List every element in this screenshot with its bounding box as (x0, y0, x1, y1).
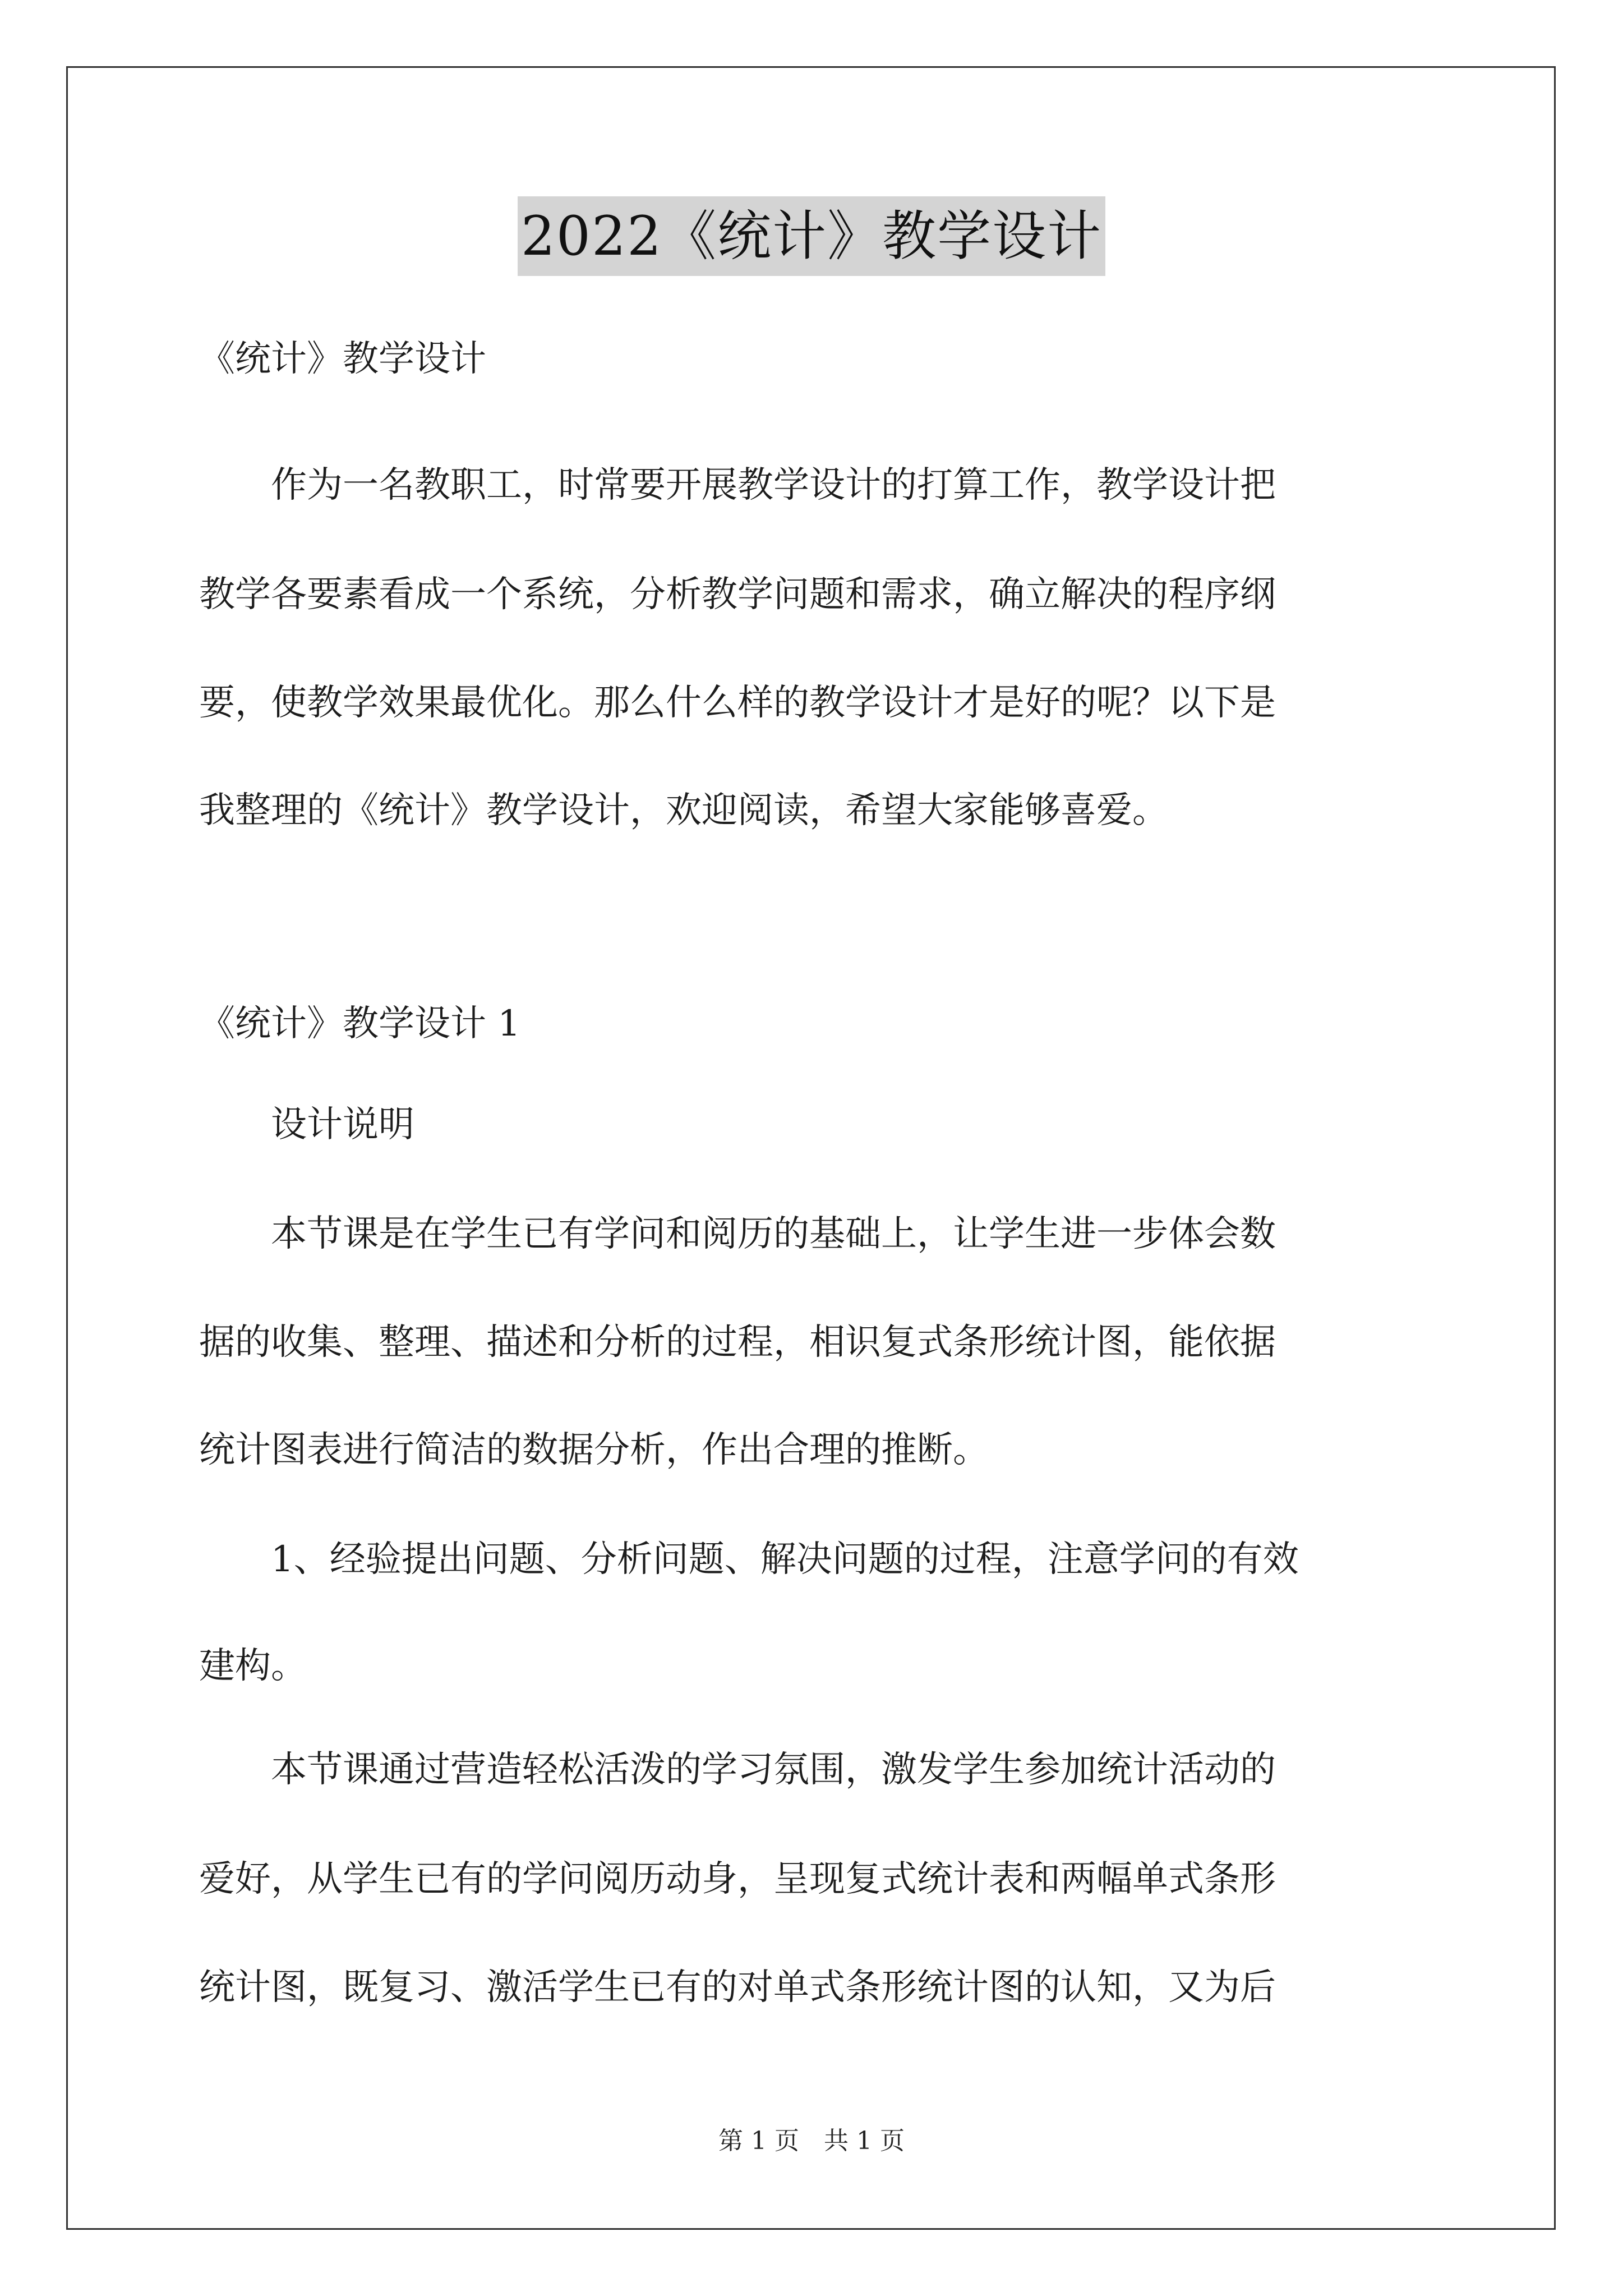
document-title: 2022《统计》教学设计 (518, 196, 1105, 276)
section-heading: 《统计》教学设计 1 (199, 1003, 521, 1045)
section-heading: 《统计》教学设计 (199, 338, 486, 380)
title-block (0, 196, 1623, 276)
paragraph-line: 1、经验提出问题、分析问题、解决问题的过程，注意学问的有效 (199, 1539, 1299, 1580)
paragraph-line: 我整理的《统计》教学设计，欢迎阅读，希望大家能够喜爱。 (199, 790, 1168, 831)
paragraph-line: 教学各要素看成一个系统，分析教学问题和需求，确立解决的程序纲 (199, 574, 1276, 615)
page-footer: 第 1 页 共 1 页 (718, 2127, 905, 2155)
paragraph-line: 作为一名教职工，时常要开展教学设计的打算工作，教学设计把 (199, 464, 1276, 506)
paragraph-line: 建构。 (199, 1645, 307, 1687)
paragraph-line: 统计图，既复习、激活学生已有的对单式条形统计图的认知，又为后 (199, 1967, 1276, 2008)
paragraph-line: 要，使教学效果最优化。那么什么样的教学设计才是好的呢？以下是 (199, 682, 1276, 724)
paragraph-line: 本节课是在学生已有学问和阅历的基础上，让学生进一步体会数 (199, 1213, 1276, 1255)
paragraph-line: 爱好，从学生已有的学问阅历动身，呈现复式统计表和两幅单式条形 (199, 1858, 1276, 1900)
paragraph-line: 据的收集、整理、描述和分析的过程，相识复式条形统计图，能依据 (199, 1322, 1276, 1363)
paragraph-line: 本节课通过营造轻松活泼的学习氛围，激发学生参加统计活动的 (199, 1749, 1276, 1791)
paragraph-line: 统计图表进行简洁的数据分析，作出合理的推断。 (199, 1429, 989, 1471)
subheading: 设计说明 (199, 1104, 414, 1145)
